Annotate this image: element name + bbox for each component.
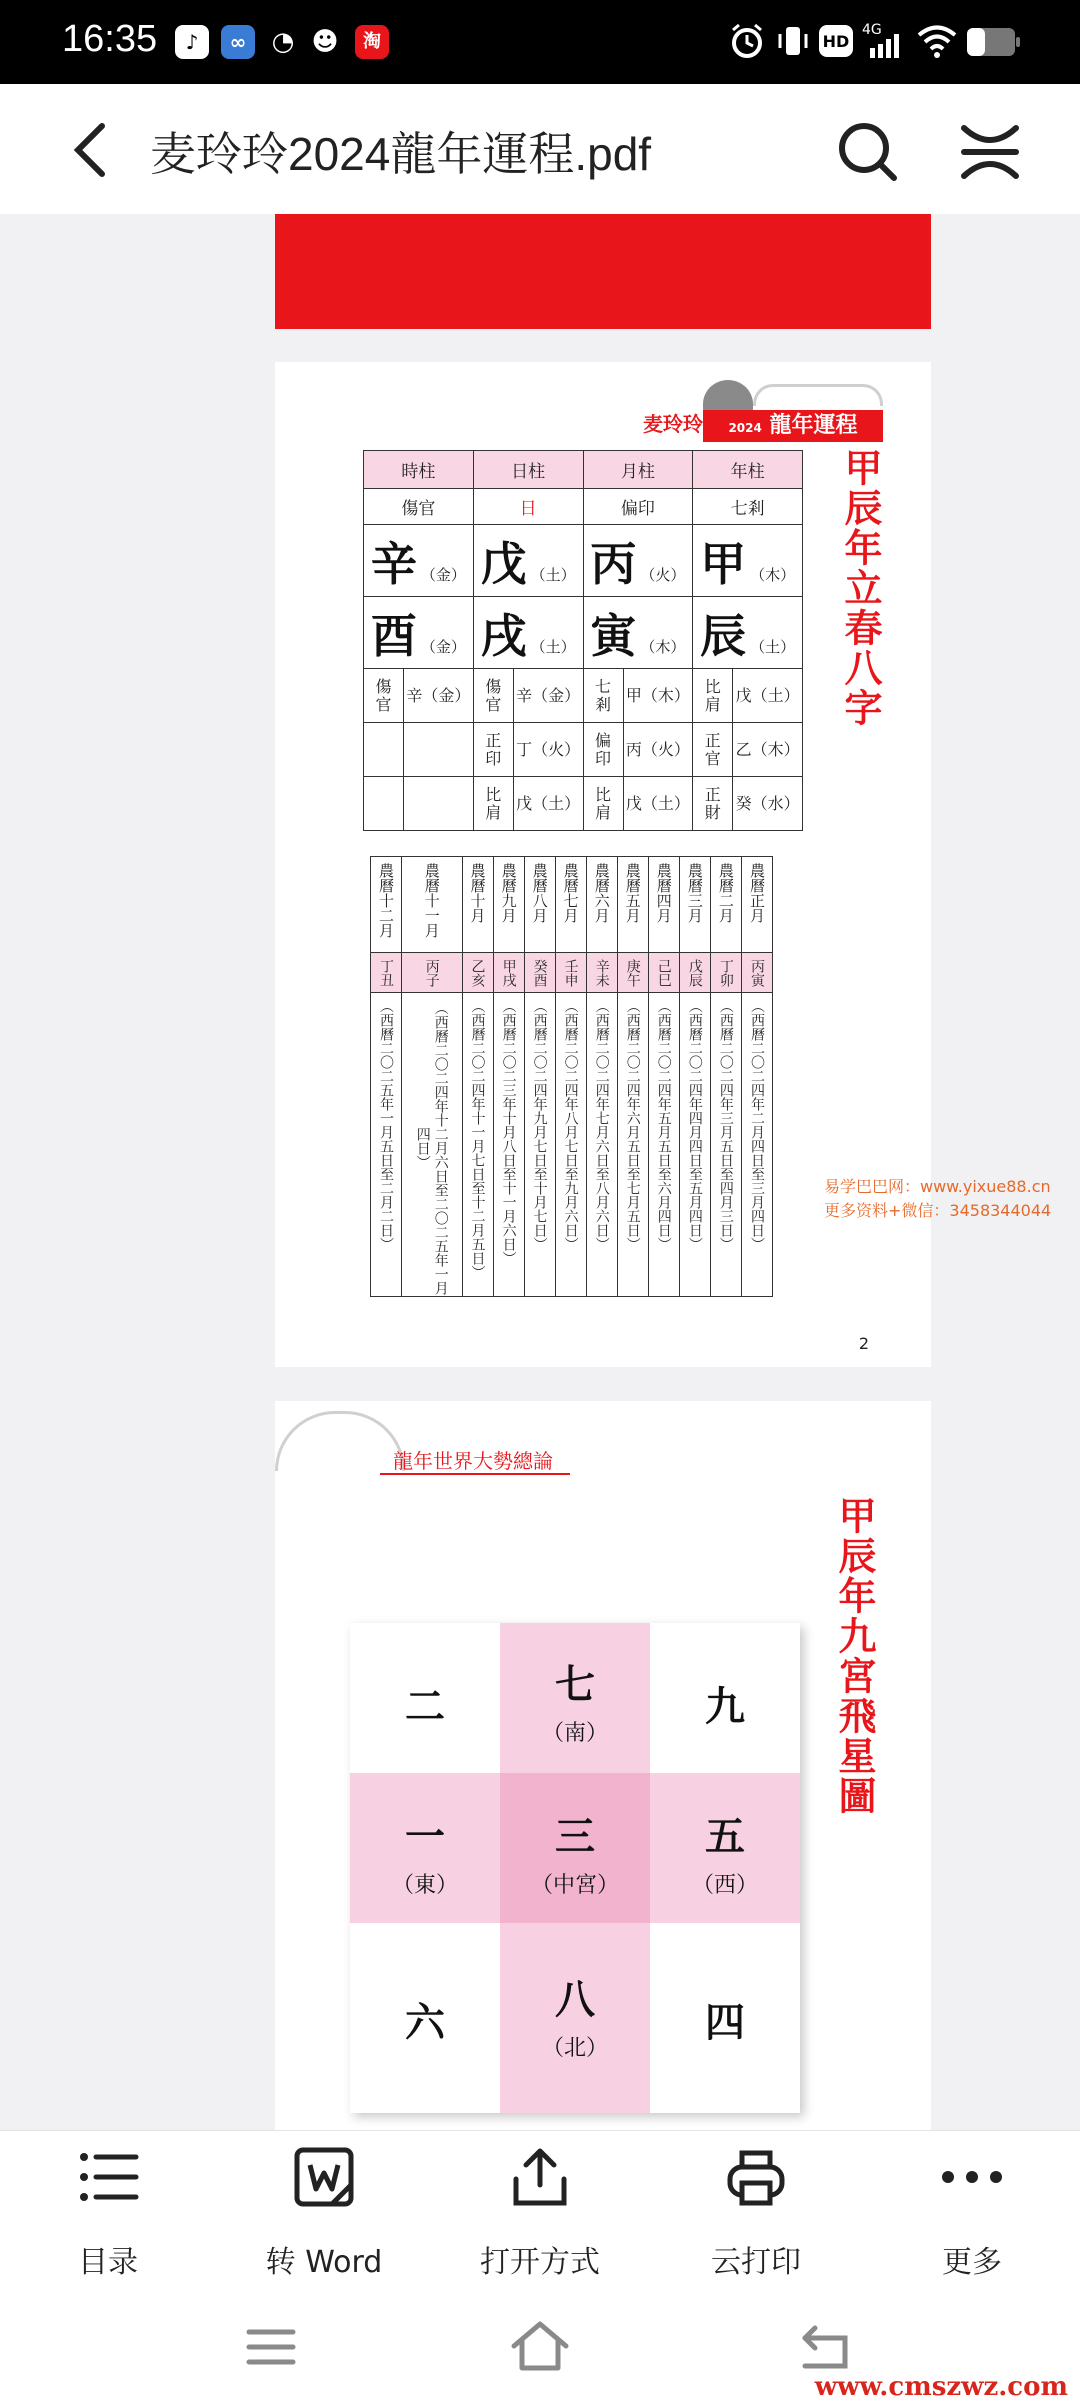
status-bar <box>0 0 1080 84</box>
search-icon <box>836 120 900 184</box>
share-icon <box>508 2145 572 2209</box>
lunar-month-name: 農曆八月 <box>524 857 555 953</box>
hidden-god: 正財 <box>693 777 733 831</box>
month-ganzhi: 癸酉 <box>524 953 555 993</box>
brand-year-box <box>703 410 883 442</box>
brand-title: 龍年運程 <box>769 413 858 438</box>
earthly-branch-cell <box>364 597 474 669</box>
lunar-month-name: 農曆五月 <box>617 857 648 953</box>
star-number: 六 <box>405 2000 445 2046</box>
lunar-month-name: 農曆十二月 <box>371 857 402 953</box>
taobao-icon: 淘 <box>355 25 389 59</box>
month-date-range: （西曆二〇二四年七月六日至八月六日） <box>586 993 617 1297</box>
hidden-stem: 乙（木） <box>733 723 803 777</box>
pdf-viewer[interactable] <box>0 214 1080 2130</box>
month-ganzhi: 辛未 <box>586 953 617 993</box>
brand-name: 麦玲玲 <box>643 412 703 436</box>
tiktok-icon: ♪ <box>175 25 209 59</box>
palace-direction: （東） <box>391 1873 458 1898</box>
star-number: 二 <box>405 1684 445 1730</box>
bazi-table <box>363 450 803 831</box>
palace-cell <box>650 1675 800 1738</box>
branch-element: （土） <box>530 637 576 656</box>
page-mode-icon <box>958 122 1022 182</box>
hidden-stem: 戊（土） <box>733 669 803 723</box>
pillar-header: 年柱 <box>693 451 803 489</box>
hidden-god: 正官 <box>693 723 733 777</box>
cloud-app-icon: ∞ <box>221 25 255 59</box>
hidden-god: 正印 <box>473 723 513 777</box>
lunar-month-name: 農曆十一月 <box>402 857 462 953</box>
pdf-page-3 <box>275 1401 931 2130</box>
hidden-stem <box>404 723 474 777</box>
cellular-signal-icon <box>860 20 910 60</box>
pillar-god: 七剎 <box>693 489 803 525</box>
hidden-god: 七剎 <box>583 669 623 723</box>
svg-text:4G: 4G <box>862 22 882 38</box>
pillar-god: 偏印 <box>583 489 693 525</box>
back-nav-icon <box>795 2320 855 2374</box>
month-date-range: （西曆二〇二四年九月七日至十月七日） <box>524 993 555 1297</box>
page-number: 2 <box>858 1334 869 1353</box>
cloud-decoration <box>275 1411 405 1471</box>
month-ganzhi: 乙亥 <box>462 953 493 993</box>
page-mode-button[interactable] <box>958 122 1022 182</box>
footer-watermark: www.cmszwz.com <box>814 2372 1068 2402</box>
site-watermark <box>824 1175 1051 1223</box>
menu-lines-icon <box>243 2322 299 2372</box>
svg-text:HD: HD <box>822 32 850 51</box>
nine-star-side-title: 甲辰年九宮飛星圖 <box>832 1496 876 1816</box>
watermark-line-1: 易学巴巴网：www.yixue88.cn <box>824 1177 1051 1196</box>
lunar-month-name: 農曆十月 <box>462 857 493 953</box>
document-title: 麦玲玲2024龍年運程.pdf <box>150 128 652 180</box>
recents-button[interactable] <box>243 2322 299 2372</box>
more-label: 更多 <box>942 2245 1002 2280</box>
month-date-range: （西曆二〇二四年十二月六日至二〇二五年一月四日） <box>402 993 462 1297</box>
earthly-branch: 寅 <box>590 608 637 663</box>
pillar-header: 時柱 <box>364 451 474 489</box>
star-number: 一 <box>405 1814 445 1860</box>
palace-direction: （西） <box>691 1873 758 1898</box>
cloud-decoration <box>753 384 883 406</box>
search-button[interactable] <box>836 120 900 184</box>
list-icon <box>76 2145 140 2209</box>
star-number: 七 <box>555 1662 595 1708</box>
month-date-range: （西曆二〇二四年四月四日至五月四日） <box>679 993 710 1297</box>
hidden-god: 比肩 <box>583 777 623 831</box>
heavenly-stem-cell <box>583 525 693 597</box>
hidden-god: 比肩 <box>693 669 733 723</box>
heavenly-stem: 戊 <box>480 536 527 591</box>
hd-icon <box>818 24 854 64</box>
palace-direction: （北） <box>541 2036 608 2061</box>
earthly-branch-cell <box>693 597 803 669</box>
stem-element: （土） <box>530 565 576 584</box>
more-button[interactable] <box>864 2131 1080 2293</box>
lunar-month-name: 農曆四月 <box>648 857 679 953</box>
convert-word-button[interactable] <box>216 2131 432 2293</box>
more-dots-icon <box>940 2145 1004 2209</box>
vibrate-icon <box>775 22 811 62</box>
previous-page-red-band <box>275 214 931 329</box>
earthly-branch: 辰 <box>700 608 747 663</box>
earthly-branch: 戌 <box>480 608 527 663</box>
month-ganzhi: 丙寅 <box>741 953 772 993</box>
month-date-range: （西曆二〇二三年十月八日至十一月六日） <box>493 993 524 1297</box>
system-nav-bar <box>0 2292 1080 2408</box>
month-ganzhi: 庚午 <box>617 953 648 993</box>
star-number: 四 <box>705 2000 745 2046</box>
palace-cell <box>650 1991 800 2054</box>
palace-cell <box>500 1653 650 1747</box>
hidden-stem: 甲（木） <box>623 669 693 723</box>
earthly-branch: 酉 <box>370 608 417 663</box>
hidden-god: 傷官 <box>364 669 404 723</box>
branch-element: （土） <box>750 637 796 656</box>
back-arrow-icon <box>62 118 122 182</box>
branch-element: （金） <box>420 637 466 656</box>
palace-cell <box>350 1991 500 2054</box>
pillar-header: 月柱 <box>583 451 693 489</box>
hidden-god <box>364 723 404 777</box>
month-ganzhi: 丁丑 <box>371 953 402 993</box>
heavenly-stem: 辛 <box>370 536 417 591</box>
lunar-month-name: 農曆六月 <box>586 857 617 953</box>
pillar-header: 日柱 <box>473 451 583 489</box>
lunar-month-name: 農曆七月 <box>555 857 586 953</box>
hidden-god: 比肩 <box>473 777 513 831</box>
heavenly-stem-cell <box>473 525 583 597</box>
bazi-side-title: 甲辰年立春八字 <box>838 448 882 728</box>
hidden-stem: 戊（土） <box>623 777 693 831</box>
hidden-god: 傷官 <box>473 669 513 723</box>
hidden-god: 偏印 <box>583 723 623 777</box>
earthly-branch-cell <box>583 597 693 669</box>
hidden-stem: 丁（火） <box>513 723 583 777</box>
lunar-month-name: 農曆二月 <box>710 857 741 953</box>
month-date-range: （西曆二〇二四年十一月七日至十二月五日） <box>462 993 493 1297</box>
star-number: 五 <box>705 1814 745 1860</box>
toc-label: 目录 <box>78 2245 138 2280</box>
hidden-stem: 丙（火） <box>623 723 693 777</box>
heavenly-stem-cell <box>364 525 474 597</box>
section-underline <box>380 1473 570 1475</box>
cloud-print-button[interactable] <box>648 2131 864 2293</box>
month-ganzhi: 壬申 <box>555 953 586 993</box>
branch-element: （木） <box>640 637 686 656</box>
star-number: 八 <box>555 1977 595 2023</box>
hidden-stem <box>404 777 474 831</box>
home-icon <box>508 2318 572 2374</box>
convert-word-label: 转 Word <box>265 2245 383 2280</box>
nine-palace-grid <box>350 1623 800 2113</box>
pillar-god: 傷官 <box>364 489 474 525</box>
palace-cell <box>650 1805 800 1899</box>
month-ganzhi: 丁卯 <box>710 953 741 993</box>
palace-cell <box>350 1805 500 1899</box>
watermark-line-2: 更多资料+微信：3458344044 <box>824 1201 1052 1220</box>
status-time: 16:35 <box>62 18 158 60</box>
palace-cell <box>500 1805 650 1899</box>
battery-icon <box>966 26 1022 66</box>
wifi-icon <box>916 22 958 62</box>
hidden-god <box>364 777 404 831</box>
open-with-button[interactable] <box>432 2131 648 2293</box>
month-date-range: （西曆二〇二四年三月五日至四月三日） <box>710 993 741 1297</box>
printer-icon <box>724 2145 788 2209</box>
cat-app-icon: ☻ <box>311 27 339 57</box>
hidden-stem: 辛（金） <box>404 669 474 723</box>
stem-element: （木） <box>750 565 796 584</box>
section-title: 龍年世界大勢總論 <box>393 1449 553 1473</box>
palace-direction: （中宮） <box>530 1873 619 1898</box>
app-bar <box>0 84 1080 214</box>
brand-year: 2024 <box>728 421 762 435</box>
wechat-icon: ◔ <box>271 27 295 57</box>
stem-element: （金） <box>420 565 466 584</box>
month-ganzhi: 己巳 <box>648 953 679 993</box>
month-date-range: （西曆二〇二四年二月四日至三月四日） <box>741 993 772 1297</box>
lunar-month-name: 農曆三月 <box>679 857 710 953</box>
month-ganzhi: 丙子 <box>402 953 462 993</box>
palace-direction: （南） <box>541 1721 608 1746</box>
open-with-label: 打开方式 <box>480 2245 600 2280</box>
cloud-print-label: 云打印 <box>711 2245 801 2280</box>
monthly-pillars-table <box>370 856 773 1297</box>
star-number: 九 <box>705 1684 745 1730</box>
alarm-icon <box>728 22 766 62</box>
lunar-month-name: 農曆正月 <box>741 857 772 953</box>
month-date-range: （西曆二〇二四年五月五日至六月四日） <box>648 993 679 1297</box>
bottom-toolbar <box>0 2130 1080 2292</box>
month-ganzhi: 甲戌 <box>493 953 524 993</box>
toc-button[interactable] <box>0 2131 216 2293</box>
palace-cell <box>500 1968 650 2062</box>
stem-element: （火） <box>640 565 686 584</box>
back-button[interactable] <box>62 118 122 182</box>
hidden-stem: 辛（金） <box>513 669 583 723</box>
back-nav-button[interactable] <box>795 2320 855 2374</box>
month-date-range: （西曆二〇二四年六月五日至七月五日） <box>617 993 648 1297</box>
star-number: 三 <box>555 1814 595 1860</box>
month-date-range: （西曆二〇二五年一月五日至二月二日） <box>371 993 402 1297</box>
palace-cell <box>350 1675 500 1738</box>
lunar-month-name: 農曆九月 <box>493 857 524 953</box>
heavenly-stem: 丙 <box>590 536 637 591</box>
hidden-stem: 戊（土） <box>513 777 583 831</box>
month-date-range: （西曆二〇二四年八月七日至九月六日） <box>555 993 586 1297</box>
earthly-branch-cell <box>473 597 583 669</box>
home-button[interactable] <box>508 2318 572 2374</box>
month-ganzhi: 戊辰 <box>679 953 710 993</box>
hidden-stem: 癸（水） <box>733 777 803 831</box>
heavenly-stem: 甲 <box>700 536 747 591</box>
word-icon <box>292 2145 356 2209</box>
heavenly-stem-cell <box>693 525 803 597</box>
pillar-god-day: 日 <box>473 489 583 525</box>
